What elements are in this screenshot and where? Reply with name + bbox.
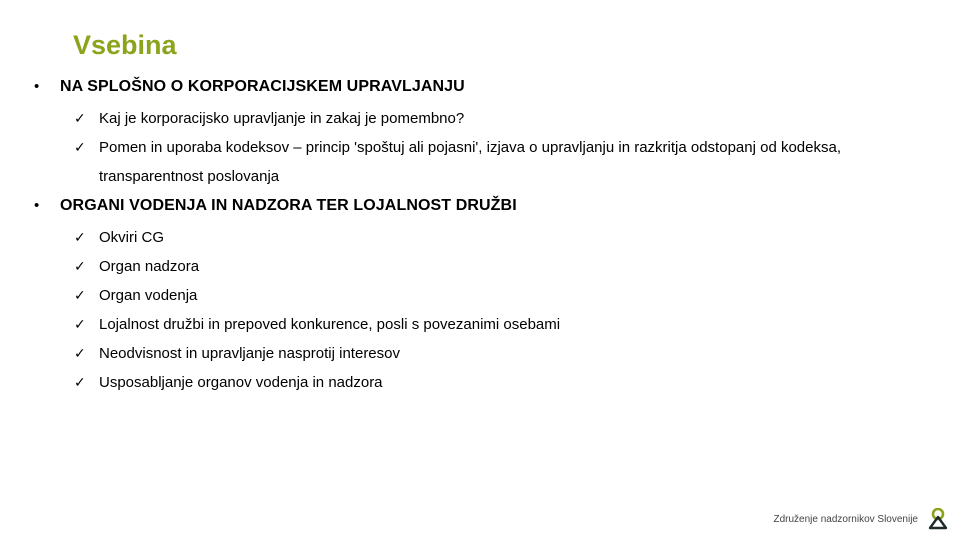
triangle-logo-icon (928, 508, 948, 530)
checkmark-icon: ✓ (74, 345, 86, 361)
bullet-icon: • (34, 197, 40, 214)
list-item: ✓ Lojalnost družbi in prepoved konkurence, posli s povezanimi osebami (34, 310, 899, 339)
checkmark-icon: ✓ (74, 316, 86, 332)
checkmark-icon: ✓ (74, 287, 86, 303)
checkmark-icon: ✓ (74, 110, 86, 126)
list-item: ✓ Okviri CG (34, 223, 899, 252)
list-item: ✓ Organ nadzora (34, 252, 899, 281)
checkmark-icon: ✓ (74, 258, 86, 274)
list-item: ✓ Neodvisnost in upravljanje nasprotij interesov (34, 339, 899, 368)
checkmark-icon: ✓ (74, 229, 86, 245)
checkmark-icon: ✓ (74, 374, 86, 390)
slide-title: Vsebina (73, 30, 177, 60)
section-general (34, 78, 899, 191)
footer-organization: Združenje nadzornikov Slovenije (773, 514, 918, 525)
section-heading: NA SPLOŠNO O KORPORACIJSKEM UPRAVLJANJU (60, 78, 465, 95)
list-item: ✓ Kaj je korporacijsko upravljanje in zakaj je pomembno? (34, 104, 899, 133)
bullet-icon: • (34, 78, 40, 95)
list-item: ✓ Organ vodenja (34, 281, 899, 310)
list-item: ✓ Usposabljanje organov vodenja in nadzora (34, 368, 899, 397)
list-item: ✓ Pomen in uporaba kodeksov – princip 'spoštuj ali pojasni', izjava o upravljanju in razkritja odstopanj od kodeksa, transparentnost poslovanja (34, 133, 899, 191)
section-heading: ORGANI VODENJA IN NADZORA TER LOJALNOST DRUŽBI (60, 197, 517, 214)
checkmark-icon: ✓ (74, 139, 86, 155)
section-bodies (34, 197, 899, 397)
